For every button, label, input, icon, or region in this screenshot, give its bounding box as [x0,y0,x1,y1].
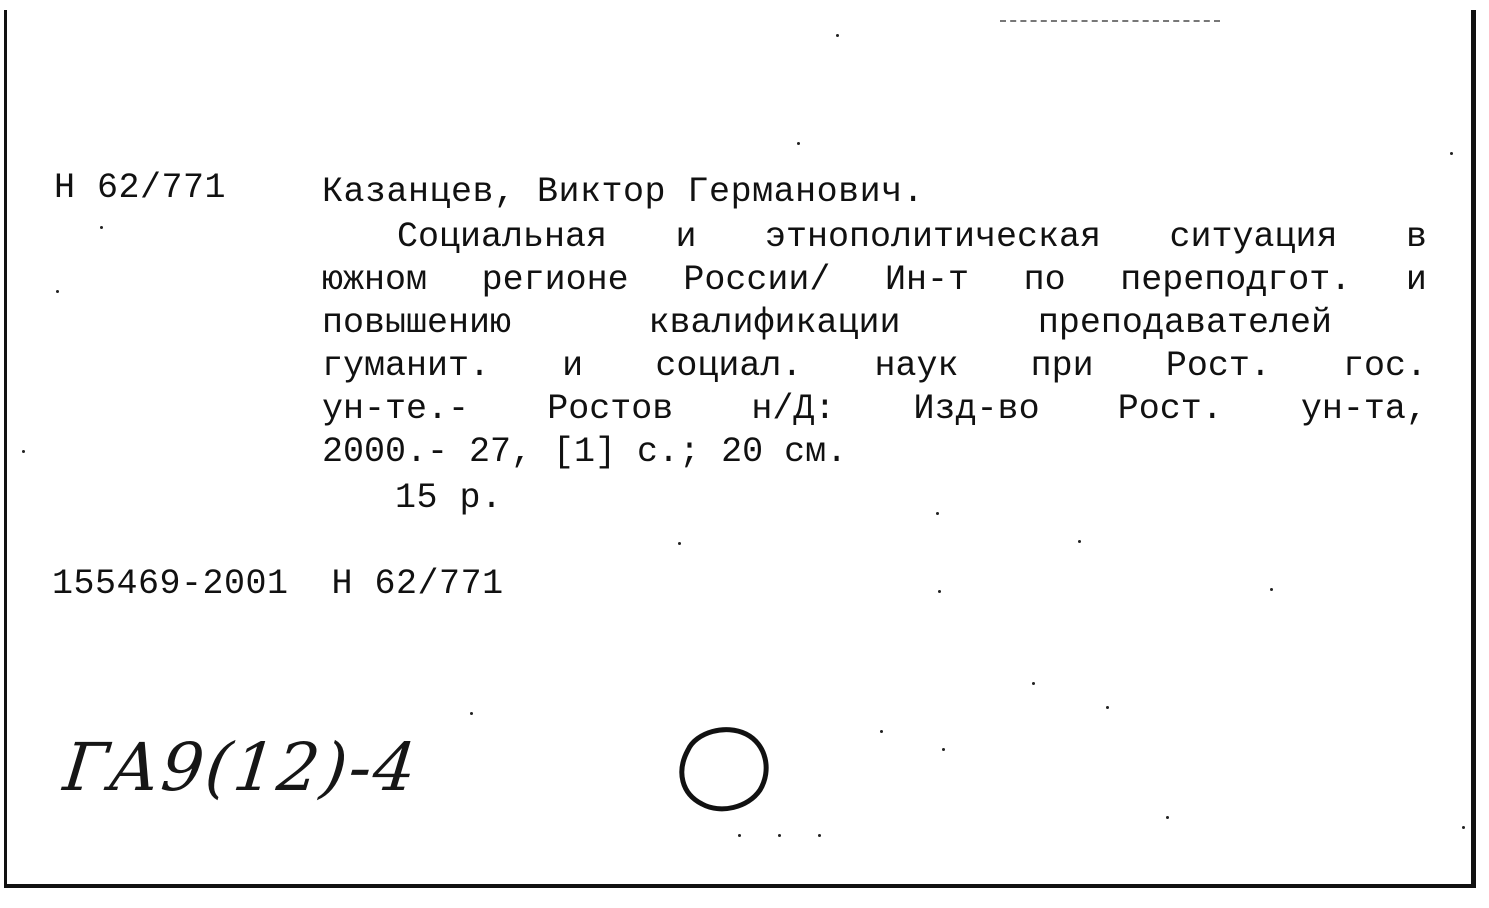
scan-speck [470,712,473,715]
scan-speck [938,590,941,593]
description-word: этнополитическая [764,217,1102,257]
description-word: переподгот. [1120,260,1352,300]
scan-speck [1462,826,1465,829]
description-word: социал. [655,346,803,386]
description-word: России/ [683,260,831,300]
description-word: в [1405,217,1427,257]
scan-speck [22,450,25,453]
price: 15 р. [395,478,503,518]
description-word: и [562,346,584,386]
scan-speck [738,834,741,837]
scan-speck [797,142,800,145]
description-line [322,302,1427,345]
description-word: Рост. [1165,346,1271,386]
scan-speck [1106,706,1109,709]
description-word: гос. [1342,346,1427,386]
description-word: ун-та, [1300,389,1427,429]
description-word: квалификации [648,303,901,343]
description-line [322,431,1427,474]
description-word: Рост. [1117,389,1223,429]
description-word: Ростов [547,389,674,429]
description-word: и [675,217,697,257]
description-line [322,388,1427,431]
scan-speck [942,748,945,751]
description-word: преподавателей [1037,303,1332,343]
scan-speck [1166,816,1169,819]
author-heading: Казанцев, Виктор Германович. [322,172,925,212]
inventory-number: 155469-2001 Н 62/771 [52,564,504,604]
scan-speck [936,512,939,515]
description-word: Социальная [397,217,608,257]
scan-speck [678,542,681,545]
description-word: наук [874,346,959,386]
scan-speck [56,290,59,293]
description-word: по [1023,260,1066,300]
card-top-edge [1000,20,1220,22]
description-word: южном [322,260,428,300]
scan-speck [880,730,883,733]
scan-speck [1270,588,1273,591]
description-line [322,345,1427,388]
scan-speck [100,226,103,229]
description-word: при [1030,346,1094,386]
description-word: повышению [322,303,512,343]
description-word: Изд-во [913,389,1040,429]
scan-speck [836,34,839,37]
description-word: ун-те.- [322,389,470,429]
punch-hole-circle-icon [668,720,778,820]
scan-speck [1078,540,1081,543]
handwritten-classification-code: ГА9(12)-4 [60,729,422,806]
description-word: н/Д: [751,389,836,429]
description-word: Ин-т [884,260,969,300]
description-word: 2000.- 27, [1] с.; 20 см. [322,432,848,472]
scan-speck [1450,152,1453,155]
bibliographic-description [322,216,1427,474]
shelfmark: Н 62/771 [54,168,227,208]
description-word: и [1405,260,1427,300]
description-word: ситуация [1169,217,1338,257]
description-line [322,259,1427,302]
description-line [322,216,1427,259]
scan-speck [778,834,781,837]
scan-speck [818,834,821,837]
description-word: гуманит. [322,346,491,386]
scan-speck [1032,682,1035,685]
description-word: регионе [481,260,629,300]
